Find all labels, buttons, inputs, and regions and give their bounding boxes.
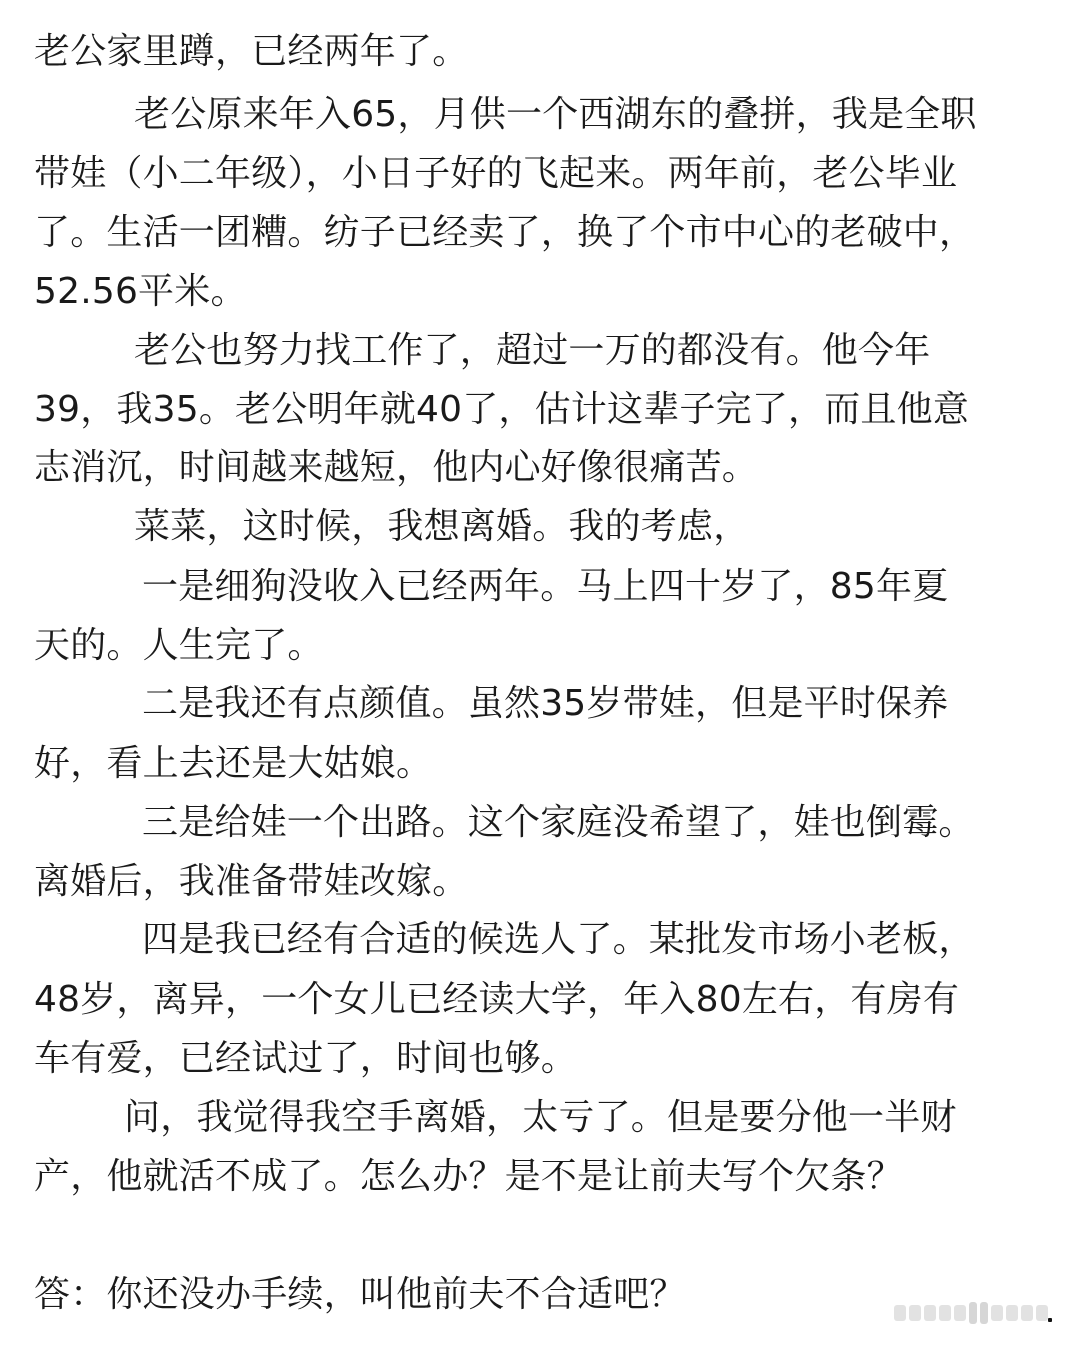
text-line: 三是给娃一个出路。这个家庭没希望了，娃也倒霉。 xyxy=(142,802,975,843)
corner-mark xyxy=(1048,1318,1052,1322)
text-line: 问，我觉得我空手离婚，太亏了。但是要分他一半财 xyxy=(124,1097,957,1138)
text-line: 一是细狗没收入已经两年。马上四十岁了，85年夏 xyxy=(142,566,949,607)
text-line: 老公也努力找工作了，超过一万的都没有。他今年 xyxy=(134,330,931,371)
text-line: 48岁，离异，一个女儿已经读大学，年入80左右，有房有 xyxy=(34,979,960,1020)
text-line: 了。生活一团糟。纺子已经卖了，换了个市中心的老破中， xyxy=(34,212,976,253)
text-line: 离婚后，我准备带娃改嫁。 xyxy=(34,861,469,902)
text-line: 答：你还没办手续，叫他前夫不合适吧？ xyxy=(34,1274,686,1315)
text-line: 老公家里蹲，已经两年了。 xyxy=(34,31,469,72)
text-line: 志消沉，时间越来越短，他内心好像很痛苦。 xyxy=(34,447,759,488)
text-line: 产，他就活不成了。怎么办？是不是让前夫写个欠条？ xyxy=(34,1156,903,1197)
text-line: 39，我35。老公明年就40了，估计这辈子完了，而且他意 xyxy=(34,389,970,430)
text-line: 好，看上去还是大姑娘。 xyxy=(34,743,433,784)
text-line: 52.56平米。 xyxy=(34,271,247,312)
text-line: 老公原来年入65，月供一个西湖东的叠拼，我是全职 xyxy=(134,94,977,135)
text-line: 二是我还有点颜值。虽然35岁带娃，但是平时保养 xyxy=(142,683,949,724)
text-line: 四是我已经有合适的候选人了。某批发市场小老板， xyxy=(142,919,975,960)
text-line: 带娃（小二年级），小日子好的飞起来。两年前，老公毕业 xyxy=(34,153,958,194)
text-line: 车有爱，已经试过了，时间也够。 xyxy=(34,1038,578,1079)
watermark xyxy=(748,1302,1048,1324)
text-line: 天的。人生完了。 xyxy=(34,625,324,666)
text-line: 菜菜，这时候，我想离婚。我的考虑， xyxy=(134,506,750,547)
